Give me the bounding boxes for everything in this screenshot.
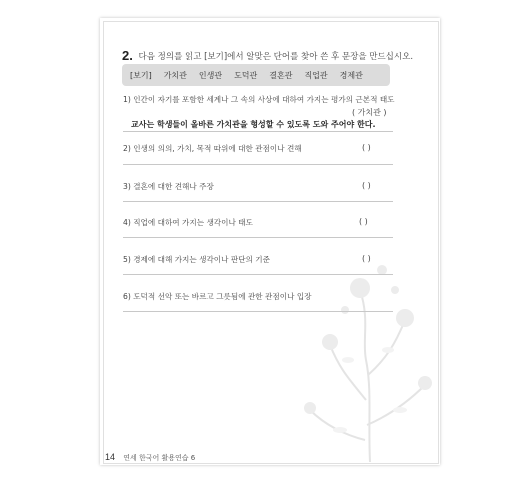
- answer-blank-3[interactable]: ( ): [362, 181, 371, 190]
- writing-line[interactable]: [123, 201, 393, 202]
- word-box-label: [보기]: [130, 70, 152, 80]
- writing-line[interactable]: [123, 274, 393, 275]
- question-2: 2) 인생의 의의, 가치, 목적 따위에 대한 관점이나 견해: [123, 144, 302, 153]
- instruction: [122, 47, 413, 62]
- question-number: 2.: [122, 48, 133, 63]
- question-5: 5) 경제에 대해 가지는 생각이나 판단의 기준: [123, 255, 270, 264]
- page-number: 14: [105, 452, 116, 462]
- answer-blank-1: ( 가치관 ): [352, 108, 387, 117]
- page-footer: [105, 452, 195, 463]
- writing-line[interactable]: [123, 311, 393, 312]
- answer-blank-5[interactable]: ( ): [362, 254, 371, 263]
- instruction-text: 다음 정의를 읽고 [보기]에서 알맞은 단어를 찾아 쓴 후 문장을 만드십시오.: [138, 52, 414, 62]
- example-sentence: 교사는 학생들이 올바른 가치관을 형성할 수 있도록 도와 주어야 한다.: [131, 120, 376, 129]
- writing-line: [123, 131, 393, 132]
- word-option: 도덕관: [234, 70, 258, 80]
- writing-line[interactable]: [123, 237, 393, 238]
- question-3: 3) 결혼에 대한 견해나 주장: [123, 182, 214, 191]
- book-title: 연세 한국어 활용연습 6: [123, 454, 196, 462]
- word-option: 가치관: [163, 70, 187, 80]
- word-option: 인생관: [198, 70, 223, 80]
- question-6: 6) 도덕적 선악 또는 바르고 그릇됨에 관한 관점이나 입장: [123, 292, 312, 301]
- writing-line[interactable]: [123, 164, 393, 165]
- word-option: 경제관: [339, 70, 363, 80]
- answer-blank-4[interactable]: ( ): [359, 217, 368, 226]
- question-1: 1) 인간이 자기를 포함한 세계나 그 속의 사상에 대하여 가지는 평가의 근본적 태도: [123, 95, 395, 104]
- answer-blank-2[interactable]: ( ): [362, 143, 371, 152]
- question-4: 4) 직업에 대하여 가지는 생각이나 태도: [123, 218, 253, 227]
- word-option: 직업관: [304, 70, 328, 80]
- word-box: [122, 64, 390, 86]
- floral-decoration: [300, 250, 440, 462]
- word-option: 결혼관: [269, 70, 293, 80]
